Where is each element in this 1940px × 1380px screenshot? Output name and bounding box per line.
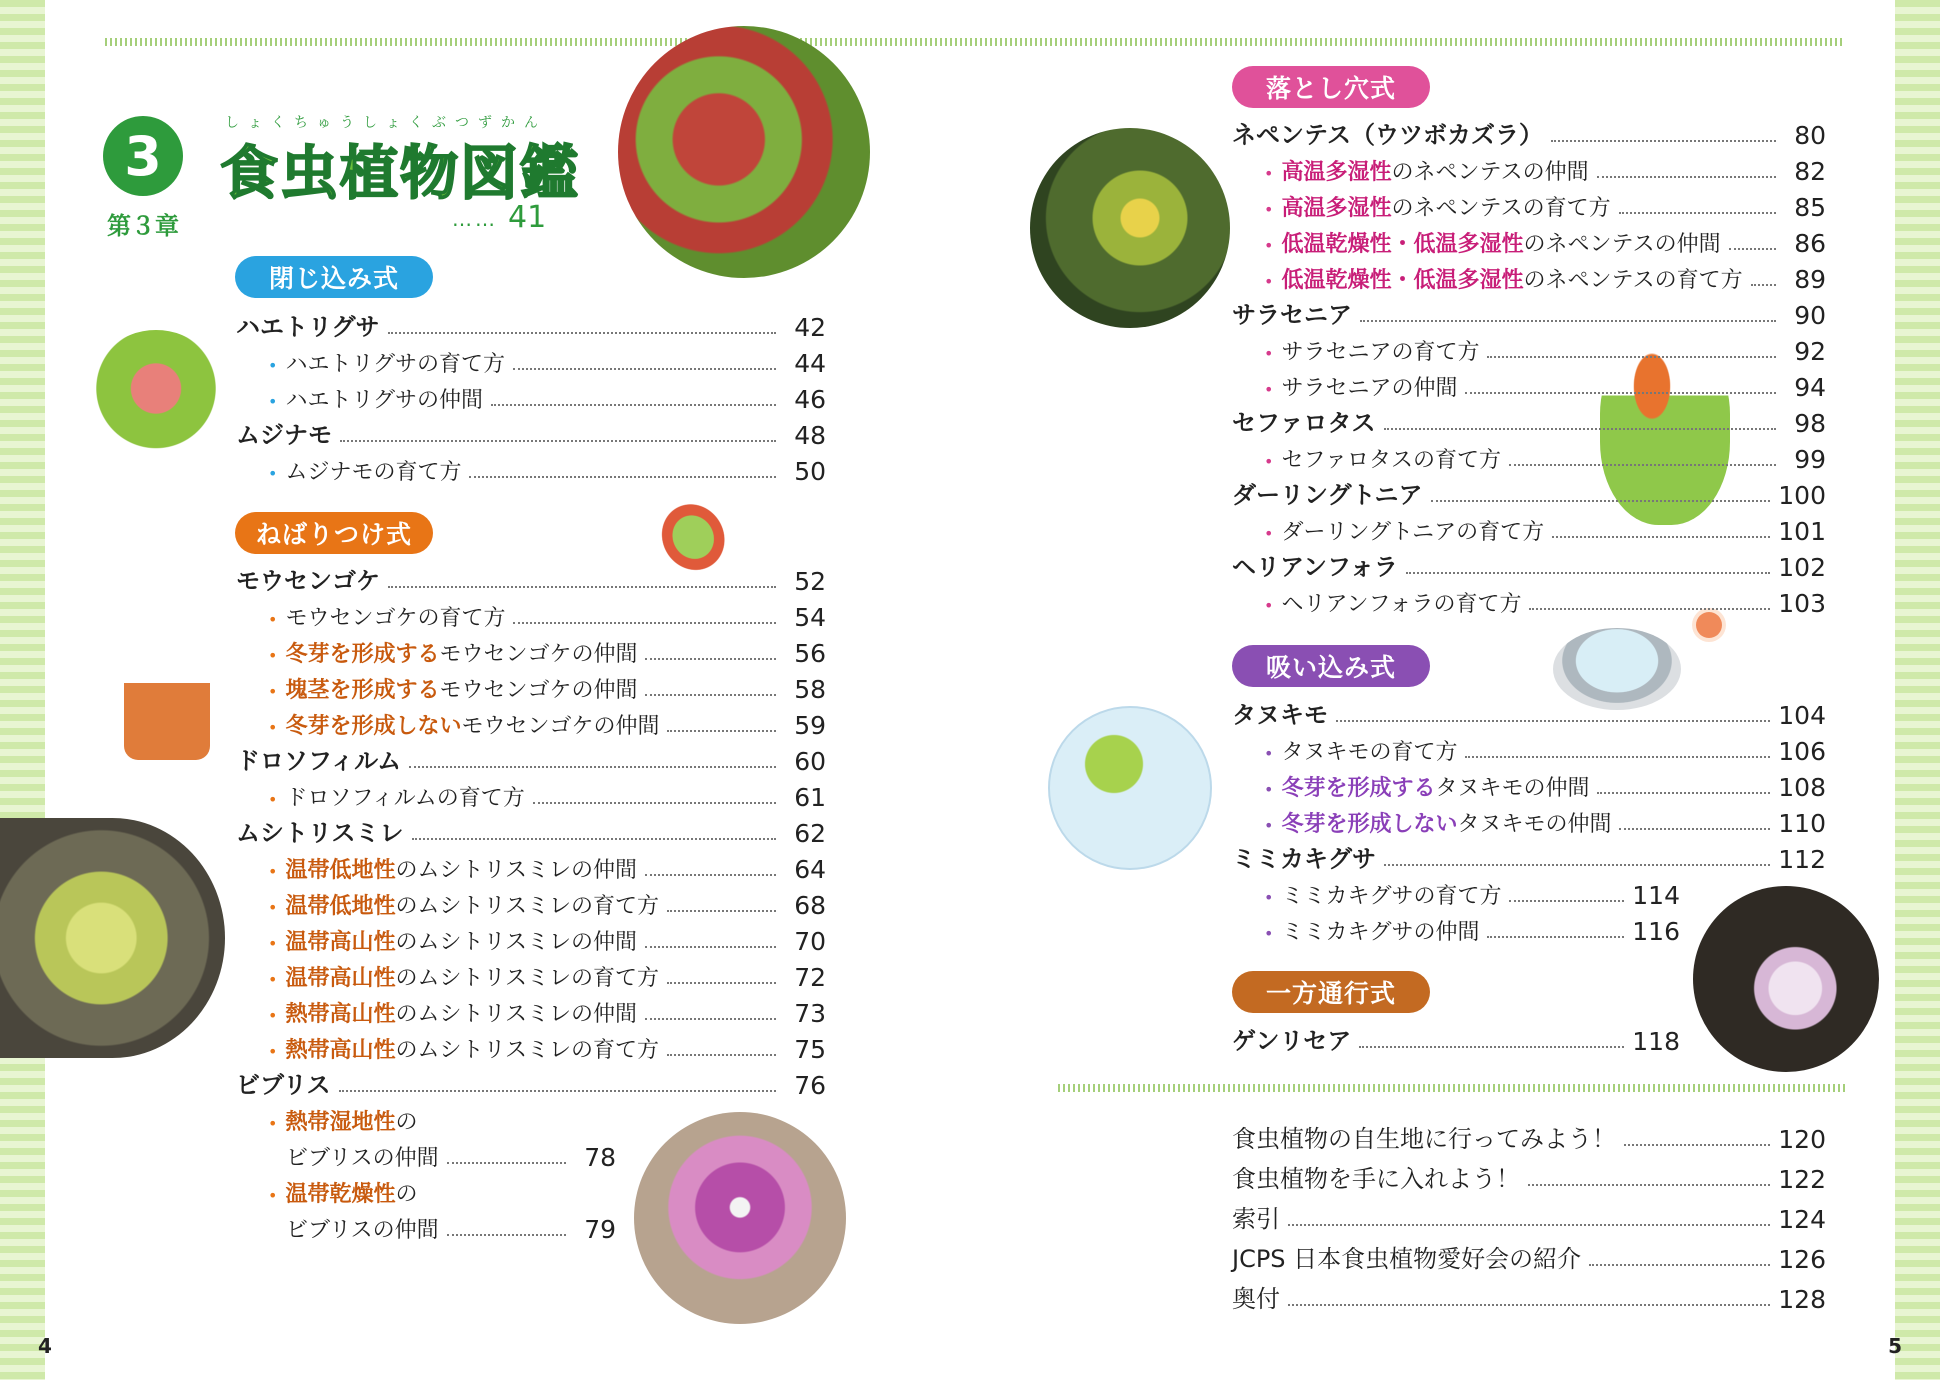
toc-page: 79 (584, 1215, 616, 1244)
toc-title (268, 889, 659, 920)
toc-rest: のネペンテスの育て方 (1391, 196, 1611, 221)
toc-title: ネペンテス（ウツボカズラ） (1232, 121, 1544, 149)
dot-leader (667, 730, 776, 732)
toc-highlight: 低温乾燥性・低温多湿性 (1281, 268, 1524, 293)
toc-row[interactable] (236, 562, 826, 596)
toc-title (1264, 227, 1721, 258)
dot-leader (1751, 284, 1776, 286)
chapter-title: 食虫植物図鑑 (220, 139, 581, 207)
toc-page: 112 (1778, 845, 1826, 874)
toc-rest: のネペンテスの仲間 (1523, 232, 1721, 257)
toc-title: • サラセニアの育て方 (1264, 335, 1479, 366)
dot-leader (513, 368, 776, 370)
dot-leader (1619, 212, 1776, 214)
right-margin-stripe (1895, 0, 1940, 1380)
toc-row[interactable] (286, 1138, 616, 1172)
toc-page: 92 (1794, 337, 1826, 366)
toc-title (268, 997, 637, 1028)
toc-title: JCPS 日本食虫植物愛好会の紹介 (1232, 1245, 1582, 1273)
butterwort-photo (0, 818, 225, 1058)
dot-leader (1528, 1184, 1770, 1186)
toc-rest: の (395, 1182, 418, 1207)
toc-title: • ハエトリグサの育て方 (268, 347, 505, 378)
toc-rest: モウセンゴケの仲間 (461, 714, 660, 739)
section-suction[interactable]: 吸い込み式 (1232, 645, 1430, 687)
toc-row[interactable] (268, 850, 826, 884)
toc-rest: のムシトリスミレの育て方 (395, 1038, 660, 1063)
toc-row[interactable] (1232, 1160, 1826, 1194)
dot-leader (1529, 608, 1770, 610)
toc-page: 62 (794, 819, 826, 848)
toc-rest: のムシトリスミレの仲間 (395, 858, 638, 883)
dot-leader (645, 1018, 776, 1020)
toc-row[interactable] (1232, 1240, 1826, 1274)
toc-page: 76 (794, 1071, 826, 1100)
toc-title: ムジナモ (236, 421, 332, 449)
toc-highlight: 高温多湿性 (1281, 160, 1392, 185)
dot-leader (1431, 500, 1771, 502)
toc-title (268, 925, 637, 956)
divider-dotted-rule (1058, 1084, 1845, 1092)
toc-row[interactable] (268, 1030, 826, 1064)
toc-highlight: 低温乾燥性・低温多湿性 (1281, 232, 1524, 257)
toc-row[interactable] (1264, 260, 1826, 294)
chapter-label: 第３章 (107, 212, 179, 240)
toc-title: ゲンリセア (1232, 1027, 1352, 1055)
dot-leader (340, 440, 776, 442)
dot-leader (1465, 392, 1776, 394)
toc-title: ビブリスの仲間 (286, 1218, 439, 1243)
toc-rest: のネペンテスの仲間 (1391, 160, 1589, 185)
toc-row[interactable] (1232, 404, 1826, 438)
toc-row[interactable] (1264, 332, 1826, 366)
toc-row[interactable] (268, 994, 826, 1028)
chapter-page-leader: …… (452, 206, 498, 231)
toc-row[interactable] (268, 380, 826, 414)
toc-row[interactable] (1232, 1200, 1826, 1234)
toc-title: モウセンゴケ (236, 567, 380, 595)
toc-page: 90 (1794, 301, 1826, 330)
toc-rest: タヌキモの仲間 (1435, 776, 1590, 801)
toc-page: 118 (1632, 1027, 1680, 1056)
nepenthes-photo (1030, 128, 1230, 328)
toc-row[interactable] (1232, 1280, 1826, 1314)
toc-row[interactable] (1232, 548, 1826, 582)
toc-highlight: 熱帯高山性 (285, 1002, 396, 1027)
toc-row[interactable] (1232, 116, 1826, 150)
toc-page: 89 (1794, 265, 1826, 294)
toc-page: 86 (1794, 229, 1826, 258)
toc-page: 98 (1794, 409, 1826, 438)
toc-page: 116 (1632, 917, 1680, 946)
toc-title: • ヘリアンフォラの育て方 (1264, 587, 1521, 618)
toc-page: 61 (794, 783, 826, 812)
toc-highlight: 温帯低地性 (285, 858, 396, 883)
toc-row[interactable] (236, 1066, 826, 1100)
toc-page: 64 (794, 855, 826, 884)
toc-row[interactable] (1264, 188, 1826, 222)
toc-title: ムシトリスミレ (236, 819, 404, 847)
dot-leader (1597, 792, 1770, 794)
toc-rest: のムシトリスミレの育て方 (395, 966, 660, 991)
section-oneway[interactable]: 一方通行式 (1232, 971, 1430, 1013)
toc-page: 100 (1778, 481, 1826, 510)
toc-highlight: 冬芽を形成する (285, 642, 440, 667)
toc-rest: モウセンゴケの仲間 (439, 678, 638, 703)
toc-title: 食虫植物の自生地に行ってみよう！ (1232, 1125, 1616, 1153)
toc-page: 126 (1778, 1245, 1826, 1274)
toc-page: 110 (1778, 809, 1826, 838)
toc-title: ダーリングトニア (1232, 481, 1423, 509)
toc-row[interactable] (1264, 440, 1826, 474)
dot-leader (469, 476, 776, 478)
toc-row[interactable] (268, 1174, 568, 1208)
toc-row[interactable] (268, 670, 826, 704)
toc-row[interactable] (268, 706, 826, 740)
toc-page: 73 (794, 999, 826, 1028)
toc-title: ビブリス (236, 1071, 331, 1099)
toc-title: 奥付 (1232, 1285, 1280, 1313)
toc-page: 101 (1778, 517, 1826, 546)
toc-row[interactable] (1232, 696, 1826, 730)
toc-page: 82 (1794, 157, 1826, 186)
top-dotted-rule (105, 38, 1845, 46)
dot-leader (1384, 428, 1776, 430)
toc-row[interactable] (1264, 512, 1826, 546)
toc-page: 124 (1778, 1205, 1826, 1234)
toc-page: 85 (1794, 193, 1826, 222)
section-closing[interactable]: 閉じ込み式 (235, 256, 433, 298)
toc-rest: タヌキモの仲間 (1457, 812, 1612, 837)
toc-title: ハエトリグサ (236, 313, 380, 341)
dot-leader (1359, 1046, 1624, 1048)
toc-title: サラセニア (1232, 301, 1352, 329)
toc-title: • ハエトリグサの仲間 (268, 383, 483, 414)
toc-row[interactable] (1264, 804, 1826, 838)
toc-row[interactable] (268, 922, 826, 956)
toc-title (268, 637, 637, 668)
toc-rest: の (395, 1110, 418, 1135)
toc-rest: のムシトリスミレの仲間 (395, 930, 638, 955)
dot-leader (388, 332, 776, 334)
toc-highlight: 温帯低地性 (285, 894, 396, 919)
toc-row[interactable] (1232, 1022, 1680, 1056)
dot-leader (1619, 828, 1770, 830)
dot-leader (667, 982, 776, 984)
dot-leader (1360, 320, 1776, 322)
dot-leader (1487, 936, 1624, 938)
dot-leader (1624, 1144, 1770, 1146)
chapter-number-badge: 3 (103, 116, 183, 196)
dot-leader (388, 586, 776, 588)
toc-rest: のネペンテスの育て方 (1523, 268, 1743, 293)
dot-leader (1551, 140, 1776, 142)
toc-title (1264, 807, 1611, 838)
dot-leader (409, 766, 776, 768)
toc-title: 索引 (1232, 1205, 1280, 1233)
toc-page: 104 (1778, 701, 1826, 730)
toc-row[interactable] (236, 416, 826, 450)
toc-highlight: 温帯高山性 (285, 966, 396, 991)
toc-page: 42 (794, 313, 826, 342)
dot-leader (667, 910, 776, 912)
toc-page: 60 (794, 747, 826, 776)
toc-title: • ムジナモの育て方 (268, 455, 461, 486)
toc-title (268, 1033, 659, 1064)
section-sticky[interactable]: ねばりつけ式 (235, 512, 433, 554)
toc-page: 59 (794, 711, 826, 740)
toc-title (1264, 263, 1743, 294)
dot-leader (645, 946, 776, 948)
toc-title: ビブリスの仲間 (286, 1146, 439, 1171)
toc-page: 78 (584, 1143, 616, 1172)
toc-title: • タヌキモの育て方 (1264, 735, 1457, 766)
toc-row[interactable] (268, 598, 826, 632)
section-pitfall[interactable]: 落とし穴式 (1232, 66, 1430, 108)
dot-leader (513, 622, 776, 624)
toc-page: 46 (794, 385, 826, 414)
toc-page: 102 (1778, 553, 1826, 582)
toc-page: 128 (1778, 1285, 1826, 1314)
flytrap-illustration (88, 330, 224, 460)
toc-highlight: 塊茎を形成する (285, 678, 440, 703)
byblis-flower-photo (634, 1112, 846, 1324)
toc-page: 70 (794, 927, 826, 956)
toc-highlight: 熱帯高山性 (285, 1038, 396, 1063)
toc-page: 48 (794, 421, 826, 450)
chapter-title-ruby: しょくちゅうしょくぶつずかん (225, 115, 547, 131)
dot-leader (1509, 464, 1776, 466)
left-margin-stripe (0, 0, 45, 1380)
toc-page: 80 (1794, 121, 1826, 150)
toc-title: セファロタス (1232, 409, 1376, 437)
toc-page: 68 (794, 891, 826, 920)
toc-title: ミミカキグサ (1232, 845, 1376, 873)
dot-leader (1336, 720, 1770, 722)
toc-highlight: 冬芽を形成する (1281, 776, 1436, 801)
toc-page: 52 (794, 567, 826, 596)
toc-page: 54 (794, 603, 826, 632)
toc-row[interactable] (1264, 768, 1826, 802)
toc-page: 114 (1632, 881, 1680, 910)
genlisea-flower-photo (1693, 886, 1879, 1072)
toc-highlight: 温帯乾燥性 (285, 1182, 396, 1207)
toc-page: 50 (794, 457, 826, 486)
toc-page: 44 (794, 349, 826, 378)
toc-highlight: 熱帯湿地性 (285, 1110, 396, 1135)
dot-leader (412, 838, 776, 840)
flowerpot-watering-illustration (124, 650, 210, 760)
chapter-page[interactable] (452, 200, 546, 235)
toc-page: 108 (1778, 773, 1826, 802)
toc-title (268, 961, 659, 992)
toc-title (1264, 771, 1589, 802)
dot-leader (645, 658, 776, 660)
toc-page: 58 (794, 675, 826, 704)
toc-row[interactable] (1264, 732, 1826, 766)
venus-flytrap-photo (618, 26, 870, 278)
toc-title: • セファロタスの育て方 (1264, 443, 1501, 474)
toc-highlight: 冬芽を形成しない (1281, 812, 1458, 837)
dot-leader (1465, 756, 1770, 758)
dot-leader (1406, 572, 1770, 574)
toc-title: • モウセンゴケの育て方 (268, 601, 505, 632)
dot-leader (1597, 176, 1776, 178)
dot-leader (1487, 356, 1776, 358)
toc-row[interactable] (1264, 876, 1680, 910)
toc-page: 120 (1778, 1125, 1826, 1154)
toc-row[interactable] (1232, 840, 1826, 874)
toc-title: ヘリアンフォラ (1232, 553, 1398, 581)
dot-leader (645, 694, 776, 696)
toc-title (268, 1177, 417, 1208)
toc-title: タヌキモ (1232, 701, 1328, 729)
dot-leader (447, 1162, 566, 1164)
dot-leader (1509, 900, 1624, 902)
toc-page: 106 (1778, 737, 1826, 766)
bladder-trap-illustration (1048, 706, 1212, 870)
dot-leader (1589, 1264, 1770, 1266)
toc-page: 99 (1794, 445, 1826, 474)
toc-page: 56 (794, 639, 826, 668)
toc-row[interactable] (268, 1102, 568, 1136)
toc-row[interactable] (1264, 152, 1826, 186)
toc-row[interactable] (268, 634, 826, 668)
dot-leader (533, 802, 776, 804)
toc-highlight: 高温多湿性 (1281, 196, 1392, 221)
toc-rest: のムシトリスミレの仲間 (395, 1002, 638, 1027)
toc-row[interactable] (268, 958, 826, 992)
toc-title (268, 1105, 417, 1136)
toc-row[interactable] (268, 778, 826, 812)
dot-leader (1288, 1224, 1770, 1226)
toc-row[interactable] (1264, 912, 1680, 946)
toc-title (268, 673, 637, 704)
page-number-right: 5 (1888, 1334, 1902, 1358)
toc-page: 94 (1794, 373, 1826, 402)
toc-row[interactable] (236, 742, 826, 776)
toc-row[interactable] (1232, 1120, 1826, 1154)
dot-leader (1288, 1304, 1770, 1306)
chapter-page-number: 41 (508, 200, 547, 235)
toc-title: 食虫植物を手に入れよう！ (1232, 1165, 1520, 1193)
dot-leader (1384, 864, 1770, 866)
toc-row[interactable] (236, 814, 826, 848)
toc-page: 75 (794, 1035, 826, 1064)
toc-rest: のムシトリスミレの育て方 (395, 894, 660, 919)
toc-title: • ミミカキグサの育て方 (1264, 879, 1501, 910)
toc-title (268, 709, 659, 740)
toc-title: • ダーリングトニアの育て方 (1264, 515, 1544, 546)
dot-leader (339, 1090, 776, 1092)
toc-page: 122 (1778, 1165, 1826, 1194)
toc-row[interactable] (286, 1210, 616, 1244)
dot-leader (447, 1234, 566, 1236)
toc-highlight: 冬芽を形成しない (285, 714, 462, 739)
toc-row[interactable] (1232, 296, 1826, 330)
toc-title: • サラセニアの仲間 (1264, 371, 1457, 402)
toc-row[interactable] (236, 308, 826, 342)
toc-row[interactable] (1264, 368, 1826, 402)
toc-row[interactable] (1264, 224, 1826, 258)
toc-title: • ミミカキグサの仲間 (1264, 915, 1479, 946)
toc-title (1264, 191, 1611, 222)
toc-row[interactable] (268, 344, 826, 378)
toc-title (1264, 155, 1589, 186)
toc-title: • ドロソフィルムの育て方 (268, 781, 525, 812)
toc-row[interactable] (268, 886, 826, 920)
dot-leader (667, 1054, 776, 1056)
toc-row[interactable] (268, 452, 826, 486)
dot-leader (645, 874, 776, 876)
dot-leader (491, 404, 776, 406)
dot-leader (1552, 536, 1770, 538)
toc-rest: モウセンゴケの仲間 (439, 642, 638, 667)
toc-title: ドロソフィルム (236, 747, 402, 775)
toc-row[interactable] (1232, 476, 1826, 510)
toc-highlight: 温帯高山性 (285, 930, 396, 955)
dot-leader (1729, 248, 1776, 250)
toc-row[interactable] (1264, 584, 1826, 618)
toc-page: 103 (1778, 589, 1826, 618)
page-number-left: 4 (38, 1334, 52, 1358)
toc-title (268, 853, 637, 884)
toc-page: 72 (794, 963, 826, 992)
